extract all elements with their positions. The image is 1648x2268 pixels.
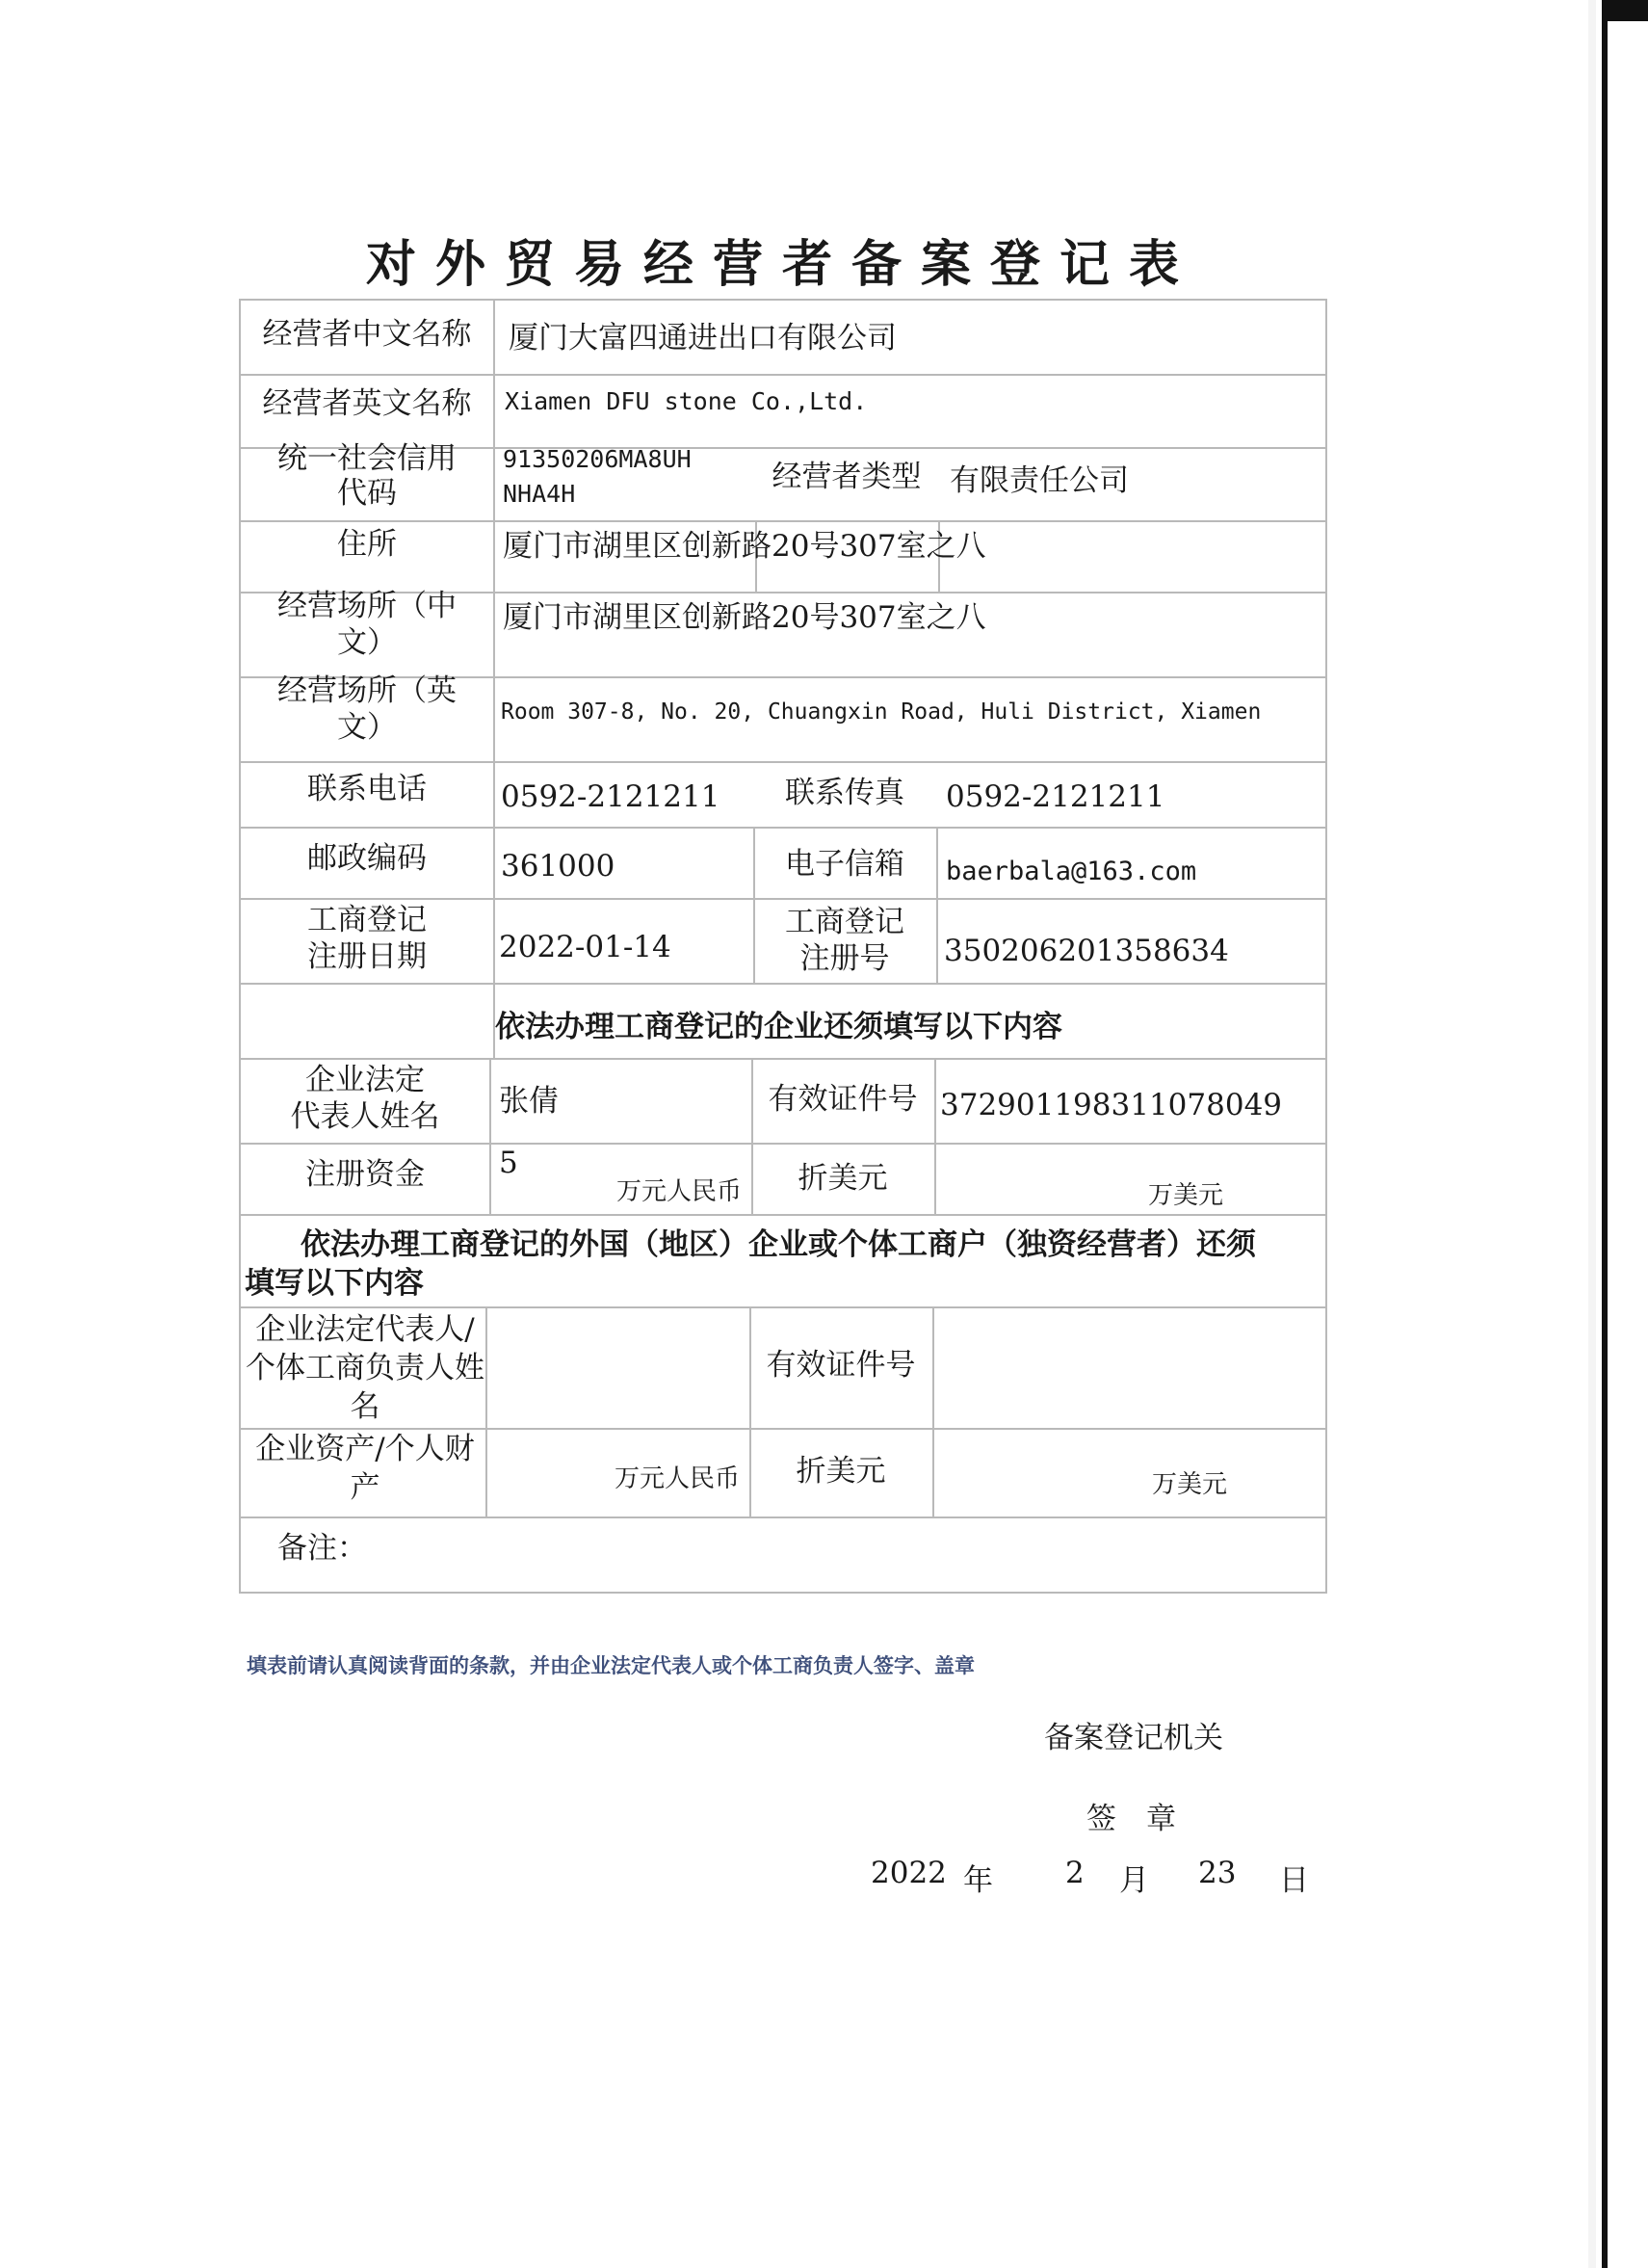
foreign-section-heading-line1: 依法办理工商登记的外国（地区）企业或个体工商户（独资经营者）还须 [301,1227,1256,1262]
name-cn-value: 厦门大富四通进出口有限公司 [509,321,897,356]
place-cn-label: 经营场所（中文） [277,589,457,660]
postcode-value: 361000 [501,849,615,883]
capital-label: 注册资金 [305,1157,425,1192]
date-month-char: 月 [1119,1863,1149,1898]
place-en-label: 经营场所（英文） [277,673,457,745]
fax-value: 0592-2121211 [946,779,1165,814]
capital-usd-unit: 万美元 [1148,1181,1224,1210]
capital-unit: 万元人民币 [616,1177,743,1206]
assets-usd-label: 折美元 [796,1454,886,1489]
domestic-section-heading: 依法办理工商登记的企业还须填写以下内容 [495,1010,1062,1044]
reg-no-label-line1: 工商登记 [785,905,904,939]
capital-usd-label: 折美元 [798,1161,888,1196]
email-value: baerbala@163.com [946,857,1197,886]
domicile-value: 厦门市湖里区创新路20号307室之八 [503,529,986,564]
reg-date-label-line2: 注册日期 [307,939,427,974]
reg-date-label-line1: 工商登记 [307,903,427,937]
registration-form [239,299,1327,1594]
reg-no-label-line2: 注册号 [799,941,890,976]
operator-type-value: 有限责任公司 [950,463,1129,498]
postcode-label: 邮政编码 [307,841,427,876]
foreign-rep-label: 企业法定代表人/个体工商负责人姓名 [246,1312,484,1424]
email-label: 电子信箱 [785,847,904,882]
date-year-char: 年 [963,1863,993,1898]
form-title: 对外贸易经营者备案登记表 [366,236,1199,294]
operator-type-label: 经营者类型 [772,460,922,494]
capital-value: 5 [499,1146,518,1180]
place-cn-value: 厦门市湖里区创新路20号307室之八 [503,600,986,635]
name-cn-label: 经营者中文名称 [262,317,472,352]
scan-edge [1588,0,1648,2268]
place-en-value: Room 307-8, No. 20, Chuangxin Road, Huli District, Xiamen [501,699,1262,725]
credit-code-label: 统一社会信用代码 [277,441,457,511]
fax-label: 联系传真 [785,776,904,810]
foreign-section-heading-line2: 填写以下内容 [245,1266,424,1301]
legal-rep-label-line2: 代表人姓名 [290,1099,440,1134]
credit-code-line2: NHA4H [503,480,576,508]
legal-rep-value: 张倩 [499,1084,559,1119]
legal-rep-id-label: 有效证件号 [768,1082,918,1117]
legal-rep-id-value: 372901198311078049 [940,1088,1283,1122]
reg-date-value: 2022-01-14 [499,930,671,964]
remarks-label: 备注： [277,1531,367,1566]
date-month: 2 [1065,1856,1085,1890]
assets-unit: 万元人民币 [615,1464,741,1493]
phone-label: 联系电话 [307,772,427,806]
reg-no-value: 350206201358634 [944,934,1229,968]
seal-label: 签 章 [1086,1802,1176,1836]
assets-label: 企业资产/个人财产 [255,1432,475,1505]
name-en-label: 经营者英文名称 [262,386,472,421]
foreign-id-label: 有效证件号 [766,1348,916,1383]
date-year: 2022 [871,1856,947,1890]
name-en-value: Xiamen DFU stone Co.,Ltd. [505,387,868,415]
date-day: 23 [1198,1856,1237,1890]
assets-usd-unit: 万美元 [1152,1470,1228,1499]
legal-rep-label-line1: 企业法定 [305,1063,425,1097]
domicile-label: 住所 [337,527,397,562]
date-day-char: 日 [1279,1863,1309,1898]
phone-value: 0592-2121211 [501,779,720,814]
fill-notice: 填表前请认真阅读背面的条款，并由企业法定代表人或个体工商负责人签字、盖章 [247,1654,975,1677]
registration-authority: 备案登记机关 [1044,1721,1223,1755]
credit-code-line1: 91350206MA8UH [503,445,692,473]
